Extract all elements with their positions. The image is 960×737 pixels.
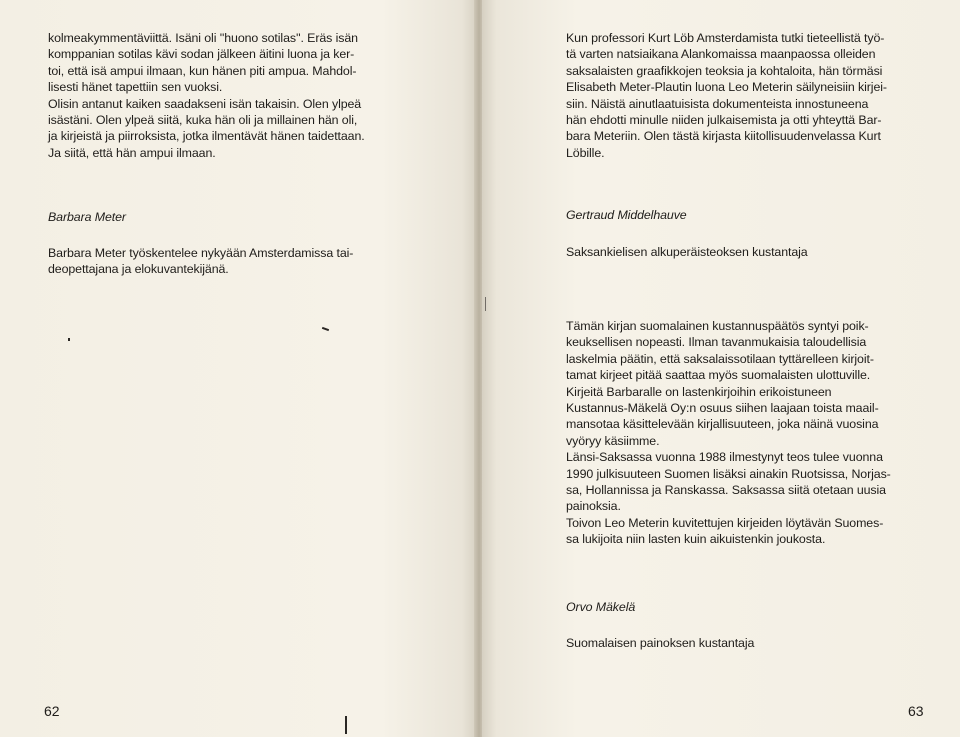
acknowledgement-line: saksalaisten graafikkojen teoksia ja kohtaloita, hän törmäsi [566, 63, 883, 78]
acknowledgement-line: Löbille. [566, 145, 605, 160]
left-paragraph-line: komppanian sotilas kävi sodan jälkeen äitini luona ja ker- [48, 47, 355, 62]
left-page [0, 0, 476, 737]
publisher-statement-line: sa lukijoita niin lasten kuin aikuistenkin joukosta. [566, 532, 826, 547]
publisher-statement-line: Kustannus-Mäkelä Oy:n osuus siihen laajaan toista maail- [566, 401, 879, 416]
left-paragraph-line: lisesti hänet tapettiin sen vuoksi. [48, 80, 223, 95]
left-paragraph-line: isästäni. Olen ylpeä siitä, kuka hän oli ja millainen hän oli, [48, 113, 358, 128]
publisher-role-german: Saksankielisen alkuperäisteoksen kustantaja [566, 245, 808, 259]
right-page [482, 0, 960, 737]
left-paragraph [48, 30, 408, 161]
ink-speck [68, 338, 70, 341]
acknowledgement-line: siin. Näistä ainutlaatuisista dokumenteista innostuneena [566, 96, 869, 111]
acknowledgement-line: hän ehdotti minulle niiden julkaisemista ja otti yhteyttä Bar- [566, 113, 882, 128]
acknowledgement-line: Elisabeth Meter-Plautin luona Leo Meterin säilyneisiin kirjei- [566, 80, 887, 95]
acknowledgement-paragraph [566, 30, 926, 161]
ink-speck [345, 716, 347, 734]
publisher-signature-finnish: Orvo Mäkelä [566, 600, 636, 614]
author-bio [48, 245, 408, 278]
publisher-statement-line: tamat kirjeet pitää saattaa myös suomalaisten ulottuville. [566, 368, 871, 383]
left-paragraph-line: kolmeakymmentäviittä. Isäni oli ''huono sotilas''. Eräs isän [48, 31, 358, 45]
publisher-statement [566, 318, 926, 548]
publisher-statement-line: mansotaa käsittelevään kirjallisuuteen, joka näinä vuosina [566, 417, 879, 432]
author-bio-line: deopettajana ja elokuvantekijänä. [48, 262, 229, 277]
publisher-role-finnish: Suomalaisen painoksen kustantaja [566, 636, 755, 650]
ink-speck [485, 297, 486, 311]
publisher-statement-line: laskelmia päätin, että saksalaissotilaan tyttärelleen kirjoit- [566, 351, 874, 366]
publisher-statement-line: keuksellisen nopeasti. Ilman tavanmukaisia taloudellisia [566, 335, 867, 350]
acknowledgement-line: tä varten natsiaikana Alankomaissa maanpaossa olleiden [566, 47, 876, 62]
left-paragraph-line: toi, että isä ampui ilmaan, kun hänen piti ampua. Mahdol- [48, 63, 357, 78]
acknowledgement-line: Kun professori Kurt Löb Amsterdamista tutki tieteellistä työ- [566, 31, 885, 45]
page-number-left: 62 [44, 703, 60, 719]
publisher-statement-line: vyöryy käsiimme. [566, 433, 660, 448]
acknowledgement-line: bara Meteriin. Olen tästä kirjasta kiitollisuudenvelassa Kurt [566, 129, 881, 144]
left-paragraph-line: Ja siitä, että hän ampui ilmaan. [48, 145, 216, 160]
author-bio-line: Barbara Meter työskentelee nykyään Amsterdamissa tai- [48, 246, 354, 260]
publisher-statement-line: painoksia. [566, 499, 621, 514]
publisher-statement-line: sa, Hollannissa ja Ranskassa. Saksassa siitä otetaan uusia [566, 483, 886, 498]
ink-speck [322, 327, 329, 331]
publisher-statement-line: Kirjeitä Barbaralle on lastenkirjoihin erikoistuneen [566, 384, 832, 399]
publisher-statement-line: Länsi-Saksassa vuonna 1988 ilmestynyt teos tulee vuonna [566, 450, 883, 465]
publisher-statement-line: Toivon Leo Meterin kuvitettujen kirjeiden löytävän Suomes- [566, 515, 884, 530]
publisher-statement-line: 1990 julkisuuteen Suomen lisäksi ainakin Ruotsissa, Norjas- [566, 466, 891, 481]
publisher-statement-line: Tämän kirjan suomalainen kustannuspäätös syntyi poik- [566, 319, 869, 333]
left-paragraph-line: Olisin antanut kaiken saadakseni isän takaisin. Olen ylpeä [48, 96, 362, 111]
left-paragraph-line: ja kirjeistä ja piirroksista, jotka ilmentävät hänen taidettaan. [48, 129, 365, 144]
page-number-right: 63 [908, 703, 924, 719]
author-signature: Barbara Meter [48, 210, 126, 224]
publisher-signature-german: Gertraud Middelhauve [566, 208, 687, 222]
